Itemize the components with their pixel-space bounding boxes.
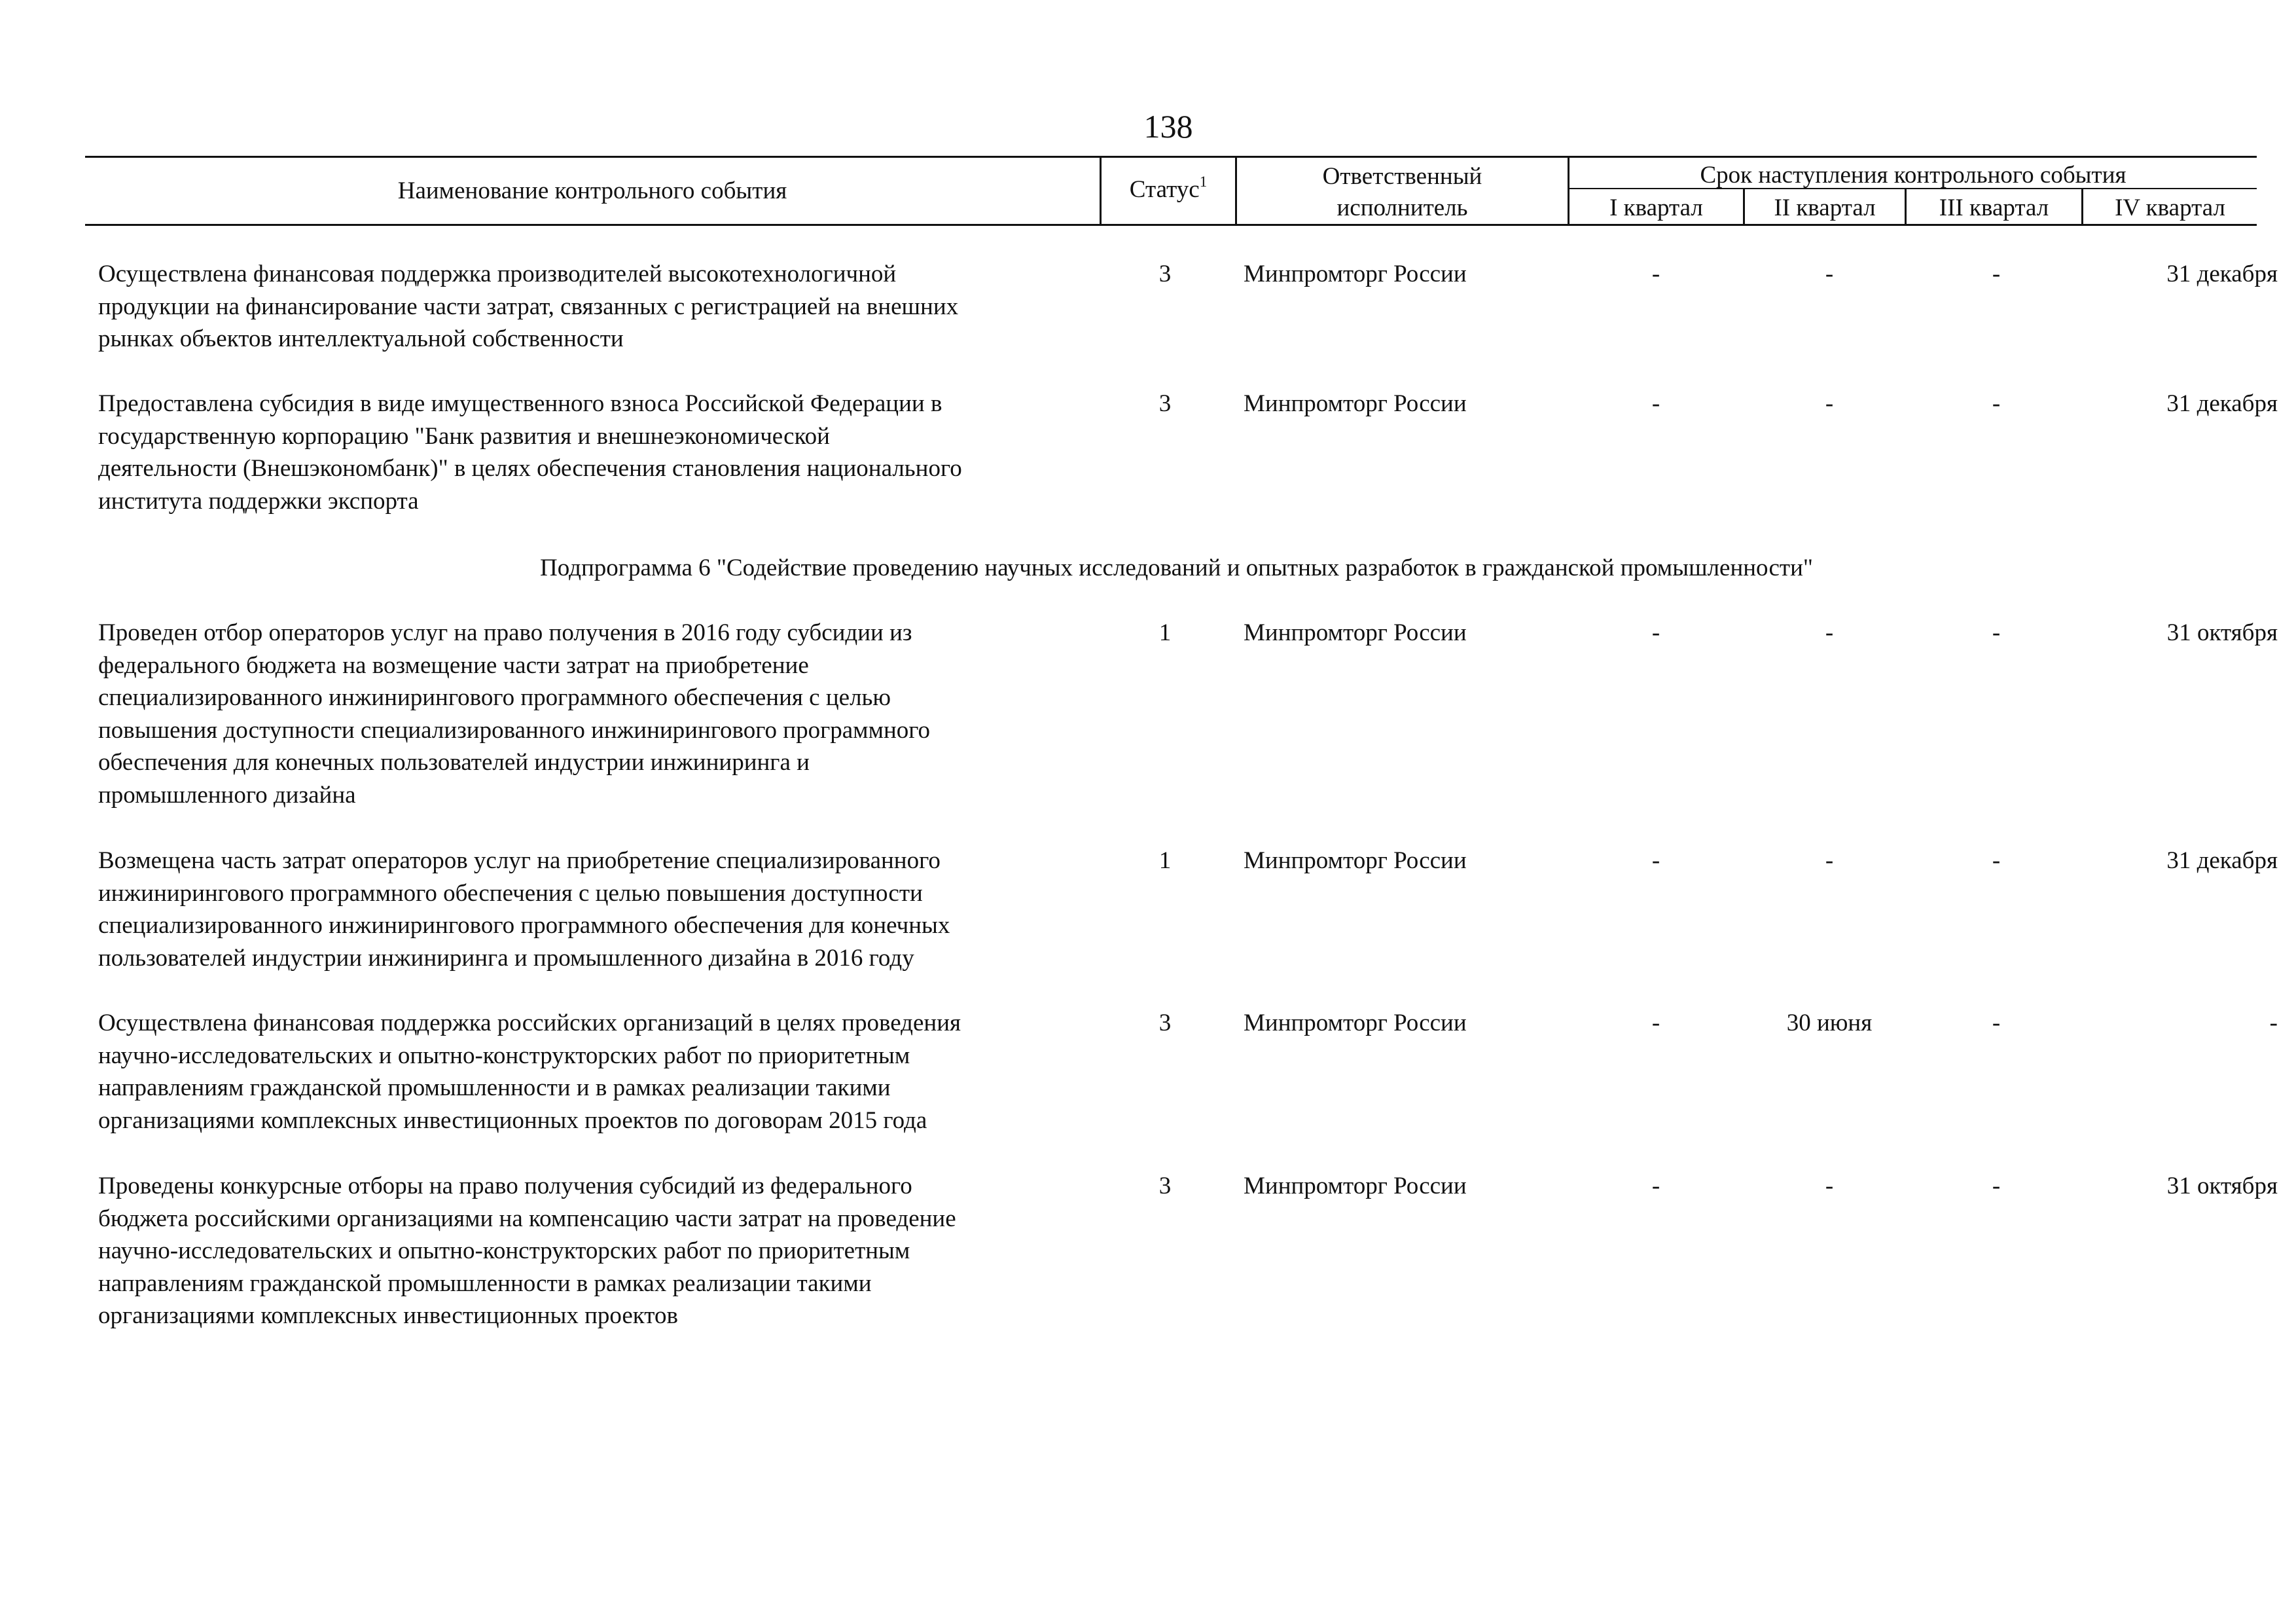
status-cell: 3	[1158, 261, 1172, 287]
header-q4: IV квартал	[2115, 194, 2225, 221]
header-status	[1102, 173, 1235, 206]
event-name	[98, 617, 1119, 811]
event-name-line: пользователей индустрии инжиниринга и промышленного дизайна в 2016 году	[98, 944, 914, 972]
q3-cell: -	[1992, 1010, 2001, 1036]
event-name-line: направлениям гражданской промышленности и в рамках реализации такими	[98, 1074, 891, 1101]
event-name-line: специализированного инжинирингового программного обеспечения с целью	[98, 684, 891, 711]
executor-cell: Минпромторг России	[1244, 619, 1467, 646]
event-name	[98, 1170, 1119, 1332]
header-status-footnote: 1	[1199, 173, 1208, 190]
header-status-label: Статус	[1129, 176, 1200, 203]
q1-cell: -	[1651, 619, 1660, 646]
event-name-line: научно-исследовательских и опытно-конструкторских работ по приоритетным	[98, 1237, 910, 1264]
event-name	[98, 388, 1119, 517]
event-name	[98, 258, 1119, 356]
header-name: Наименование контрольного события	[397, 177, 787, 204]
executor-cell: Минпромторг России	[1244, 261, 1467, 287]
q1-cell: -	[1651, 847, 1660, 874]
event-name-line: Проведен отбор операторов услуг на право получения в 2016 году субсидии из	[98, 619, 912, 646]
q2-cell: -	[1825, 1173, 1834, 1199]
q4-cell: 31 октября	[2166, 1173, 2278, 1199]
q2-cell: -	[1825, 847, 1834, 874]
event-name-line: продукции на финансирование части затрат, связанных с регистрацией на внешних	[98, 293, 959, 320]
q2-cell: 30 июня	[1786, 1010, 1873, 1036]
executor-cell: Минпромторг России	[1244, 1173, 1467, 1199]
event-name	[98, 845, 1119, 974]
q1-cell: -	[1651, 261, 1660, 287]
header-top-rule	[85, 156, 2257, 158]
q3-cell: -	[1992, 261, 2001, 287]
header-deadline: Срок наступления контрольного события	[1700, 162, 2126, 189]
status-cell: 3	[1158, 1173, 1172, 1199]
event-name-line: Проведены конкурсные отборы на право получения субсидий из федерального	[98, 1173, 912, 1199]
status-cell: 3	[1158, 390, 1172, 417]
event-name-line: Предоставлена субсидия в виде имущественного взноса Российской Федерации в	[98, 390, 942, 417]
event-name	[98, 1007, 1119, 1137]
q2-cell: -	[1825, 390, 1834, 417]
event-name-line: организациями комплексных инвестиционных проектов	[98, 1302, 678, 1329]
event-name-line: обеспечения для конечных пользователей индустрии инжиниринга и	[98, 749, 810, 776]
event-name-line: деятельности (Внешэкономбанк)" в целях обеспечения становления национального	[98, 455, 962, 482]
q4-cell: -	[2269, 1010, 2278, 1036]
event-name-line: повышения доступности специализированного инжинирингового программного	[98, 716, 931, 744]
page-number: 138	[1143, 108, 1193, 145]
q1-cell: -	[1651, 1173, 1660, 1199]
header-q3: III квартал	[1939, 194, 2049, 221]
header-q1: I квартал	[1609, 194, 1703, 221]
q4-cell: 31 декабря	[2166, 261, 2278, 287]
q3-cell: -	[1992, 619, 2001, 646]
event-name-line: Возмещена часть затрат операторов услуг на приобретение специализированного	[98, 847, 941, 874]
header-q2: II квартал	[1774, 194, 1876, 221]
event-name-line: Осуществлена финансовая поддержка производителей высокотехнологичной	[98, 261, 897, 287]
status-cell: 1	[1158, 847, 1172, 874]
header-executor-line1: Ответственный	[1322, 163, 1482, 190]
status-cell: 1	[1158, 619, 1172, 646]
event-name-line: Осуществлена финансовая поддержка российских организаций в целях проведения	[98, 1010, 961, 1036]
event-name-line: государственную корпорацию "Банк развития и внешнеэкономической	[98, 422, 830, 450]
event-name-line: бюджета российскими организациями на компенсацию части затрат на проведение	[98, 1205, 956, 1232]
event-name-line: промышленного дизайна	[98, 781, 356, 809]
event-name-line: рынках объектов интеллектуальной собственности	[98, 325, 624, 352]
q1-cell: -	[1651, 1010, 1660, 1036]
q4-cell: 31 октября	[2166, 619, 2278, 646]
q2-cell: -	[1825, 261, 1834, 287]
q4-cell: 31 декабря	[2166, 390, 2278, 417]
executor-cell: Минпромторг России	[1244, 390, 1467, 417]
event-name-line: организациями комплексных инвестиционных проектов по договорам 2015 года	[98, 1106, 927, 1134]
event-name-line: инжинирингового программного обеспечения с целью повышения доступности	[98, 879, 923, 907]
event-name-line: специализированного инжинирингового программного обеспечения для конечных	[98, 912, 950, 939]
q1-cell: -	[1651, 390, 1660, 417]
event-name-line: направлениям гражданской промышленности в рамках реализации такими	[98, 1269, 872, 1297]
executor-cell: Минпромторг России	[1244, 1010, 1467, 1036]
status-cell: 3	[1158, 1010, 1172, 1036]
event-name-line: института поддержки экспорта	[98, 487, 419, 515]
subprogram-heading: Подпрограмма 6 "Содействие проведению научных исследований и опытных разработок в гражданской промышленности"	[540, 555, 1813, 581]
q4-cell: 31 декабря	[2166, 847, 2278, 874]
q3-cell: -	[1992, 847, 2001, 874]
event-name-line: федерального бюджета на возмещение части затрат на приобретение	[98, 651, 809, 679]
header-executor-line2: исполнитель	[1336, 194, 1468, 221]
event-name-line: научно-исследовательских и опытно-конструкторских работ по приоритетным	[98, 1042, 910, 1069]
executor-cell: Минпромторг России	[1244, 847, 1467, 874]
q3-cell: -	[1992, 1173, 2001, 1199]
q2-cell: -	[1825, 619, 1834, 646]
q3-cell: -	[1992, 390, 2001, 417]
